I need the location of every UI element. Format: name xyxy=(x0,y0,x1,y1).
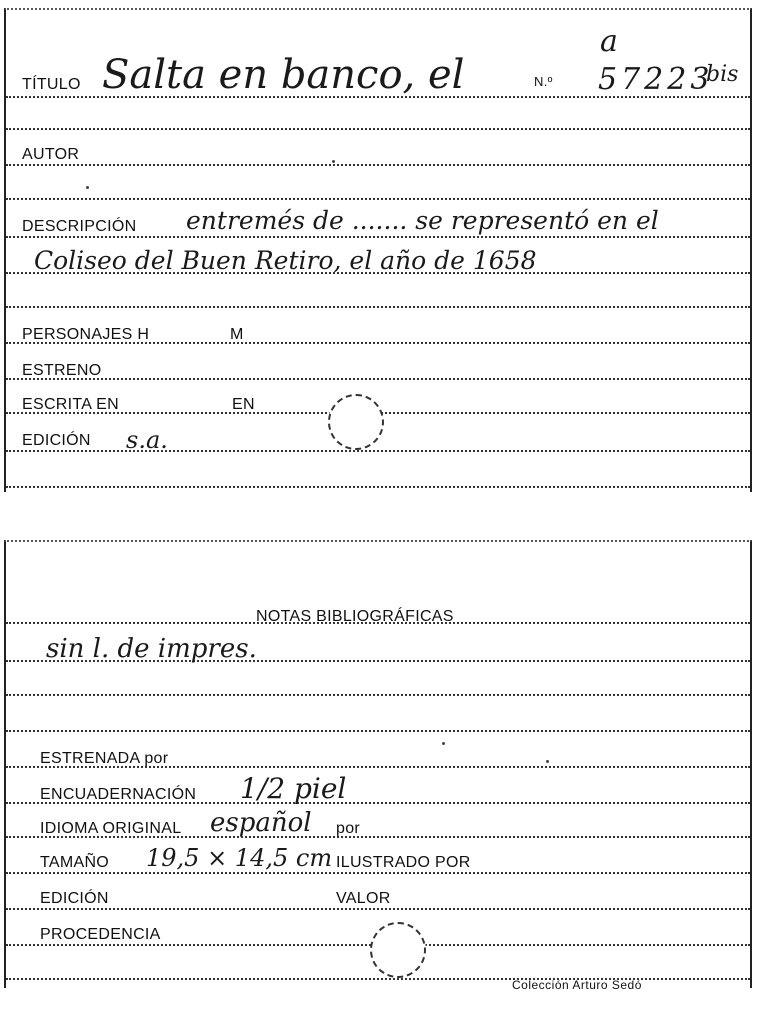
encuadernacion-label: ENCUADERNACIÓN xyxy=(40,786,197,803)
idioma-por-label: por xyxy=(336,820,361,837)
rule-tamano xyxy=(6,872,750,874)
edicion-handwritten: s.a. xyxy=(126,426,168,454)
escrita-label: ESCRITA EN xyxy=(22,396,119,413)
punch-hole-icon xyxy=(328,394,384,450)
speck xyxy=(442,742,445,745)
punch-hole-icon xyxy=(370,922,426,978)
tamano-label: TAMAÑO xyxy=(40,854,110,871)
notas-handwritten: sin l. de impres. xyxy=(46,634,257,664)
estrenada-label: ESTRENADA por xyxy=(40,750,169,767)
rule-edicion xyxy=(6,908,750,910)
speck xyxy=(332,160,335,163)
procedencia-label: PROCEDENCIA xyxy=(40,926,161,943)
rule-blank xyxy=(6,306,750,308)
ilustrado-label: ILUSTRADO POR xyxy=(336,854,471,871)
speck xyxy=(546,760,549,763)
registro-number: 57223 xyxy=(598,62,714,97)
rule-blank xyxy=(6,694,750,696)
rule-blank xyxy=(6,198,750,200)
personajes-m-label: M xyxy=(230,326,244,343)
escrita-en-label: EN xyxy=(232,396,255,413)
collection-footer: Colección Arturo Sedó xyxy=(512,978,642,992)
rule-bottom xyxy=(6,486,750,488)
rule-blank xyxy=(6,128,750,130)
descripcion-line-1: entremés de ....... se representó en el xyxy=(186,206,659,235)
personajes-label: PERSONAJES H xyxy=(22,326,150,343)
estreno-label: ESTRENO xyxy=(22,362,102,379)
encuadernacion-handwritten: 1/2 piel xyxy=(240,772,347,805)
registro-suffix: bis xyxy=(706,62,739,87)
rule-estreno xyxy=(6,378,750,380)
notas-label: NOTAS BIBLIOGRÁFICAS xyxy=(256,608,454,625)
rule-autor xyxy=(6,164,750,166)
tamano-handwritten: 19,5 × 14,5 cm xyxy=(146,844,333,872)
idioma-label: IDIOMA ORIGINAL xyxy=(40,820,182,837)
catalog-card-front xyxy=(4,8,752,492)
autor-label: AUTOR xyxy=(22,146,80,163)
titulo-handwritten: Salta en banco, el xyxy=(102,52,465,98)
speck xyxy=(86,186,89,189)
registro-mark: a xyxy=(600,24,618,59)
descripcion-label: DESCRIPCIÓN xyxy=(22,218,137,235)
registro-prefix: N.º xyxy=(534,74,553,89)
valor-label: VALOR xyxy=(336,890,391,907)
titulo-label: TÍTULO xyxy=(22,76,81,93)
idioma-handwritten: español xyxy=(210,808,312,838)
descripcion-line-2: Coliseo del Buen Retiro, el año de 1658 xyxy=(34,246,537,275)
rule-edicion xyxy=(6,450,750,452)
rule-blank xyxy=(6,730,750,732)
catalog-card-back xyxy=(4,540,752,988)
edicion-label-2: EDICIÓN xyxy=(40,890,109,907)
rule-descripcion xyxy=(6,236,750,238)
edicion-label: EDICIÓN xyxy=(22,432,91,449)
